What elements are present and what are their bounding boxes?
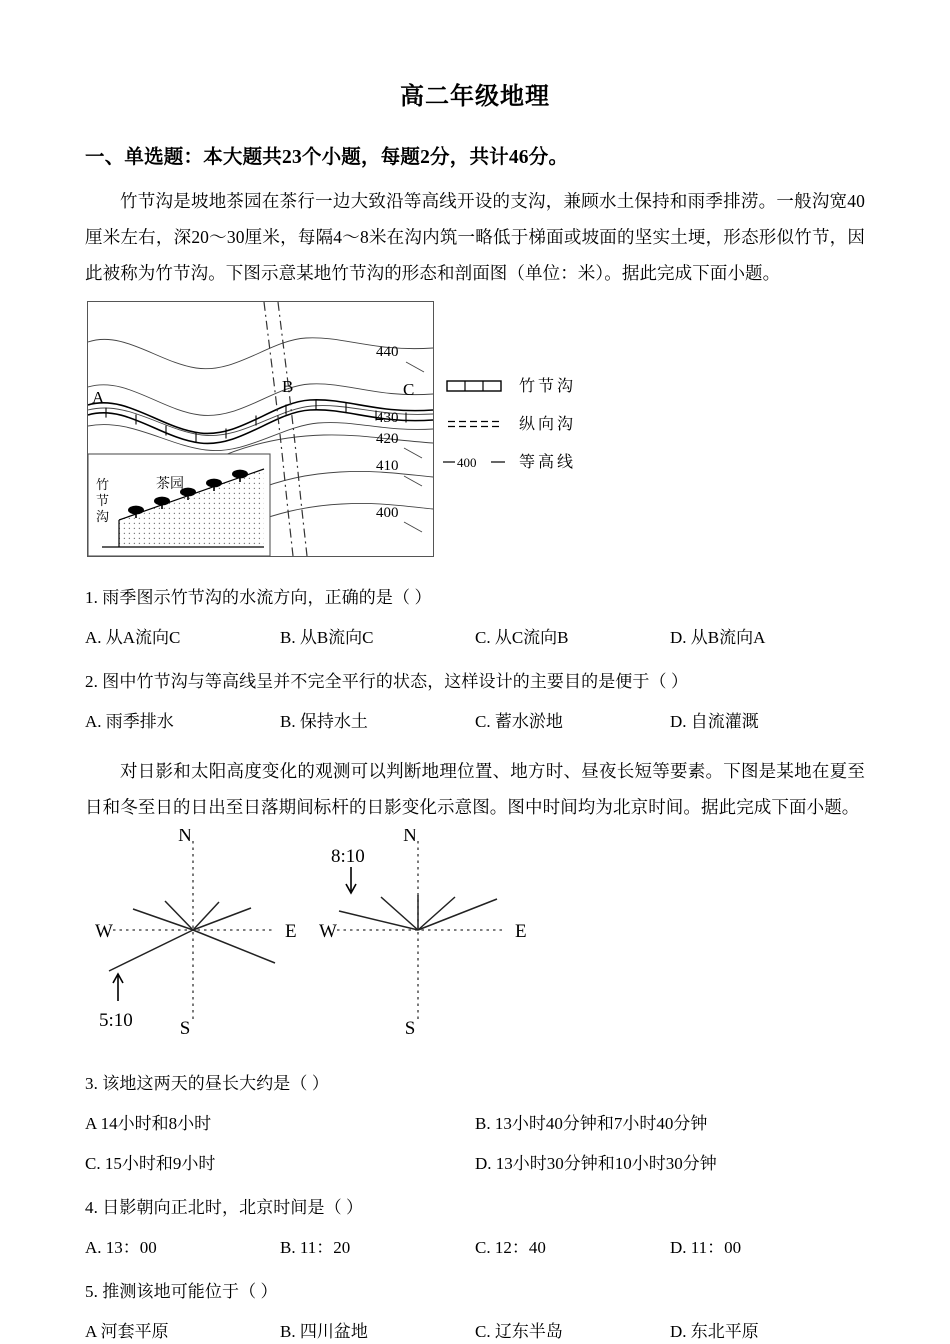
svg-text:沟: 沟 [96,509,110,524]
right-time-label: 8:10 [331,846,365,867]
question-2-options [85,699,865,739]
svg-text:W: W [319,921,337,942]
svg-text:A: A [92,388,105,407]
question-3-option-d[interactable]: D. 13小时30分钟和10小时30分钟 [475,1154,717,1173]
inset-label-ditch: 竹 [96,477,110,492]
question-5-option-c[interactable]: C. 辽东半岛 [475,1322,563,1341]
svg-text:N: N [403,829,417,846]
svg-text:B: B [282,377,294,396]
figure-shadow-diagrams [85,825,865,1057]
svg-text:420: 420 [376,431,399,447]
question-1-stem: 1. 雨季图示竹节沟的水流方向，正确的是（ ） [85,588,432,607]
question-5-option-d[interactable]: D. 东北平原 [670,1322,759,1341]
question-4-option-a[interactable]: A. 13：00 [85,1238,157,1257]
question-3-options-row-1 [85,1101,865,1141]
svg-text:430: 430 [376,410,399,426]
map-point-labels [92,377,414,407]
svg-text:E: E [515,921,527,942]
question-3-option-a[interactable]: A 14小时和8小时 [85,1114,212,1133]
passage-1-text: 竹节沟是坡地茶园在茶行一边大致沿等高线开设的支沟，兼顾水土保持和雨季排涝。一般沟宽40厘米左右，深20～30厘米，每隔4～8米在沟内筑一略低于梯面或坡面的坚实土埂，形态形似竹节，因此被称为竹节沟。下图示意某地竹节沟的形态和剖面图（单位：米）。据此完成下面小题。 [85,191,865,283]
bamboo-ditch-symbol-icon [443,379,505,393]
summer-solstice-shadow-diagram [95,829,297,1039]
right-time-pointer-arrow [346,867,356,893]
svg-text:S: S [179,1018,191,1039]
question-2-option-c[interactable]: C. 蓄水淤地 [475,712,563,731]
legend-label-bamboo-ditch: 竹节沟 [519,377,577,395]
question-2-stem: 2. 图中竹节沟与等高线呈并不完全平行的状态，这样设计的主要目的是便于（ ） [85,672,689,691]
question-4-stem: 4. 日影朝向正北时，北京时间是（ ） [85,1198,364,1217]
right-axes [337,841,505,1019]
shadow-diagrams-svg [85,829,645,1051]
svg-text:节: 节 [96,493,110,508]
figure-contour-map-frame [87,301,434,557]
question-3-options-row-2 [85,1141,865,1181]
question-3-option-c[interactable]: C. 15小时和9小时 [85,1154,216,1173]
longitudinal-ditch-symbol-icon [443,417,505,431]
question-1-option-b[interactable]: B. 从B流向C [280,628,374,647]
question-4-option-b[interactable]: B. 11：20 [280,1238,351,1257]
question-2-option-b[interactable]: B. 保持水土 [280,712,368,731]
left-cardinal-labels [95,829,297,1039]
legend-row-longitudinal-ditch [443,405,576,443]
left-time-label: 5:10 [99,1010,133,1031]
svg-text:400: 400 [457,455,477,470]
svg-text:W: W [95,921,113,942]
svg-text:C: C [403,380,415,399]
legend-row-contour-line [443,443,576,481]
left-shadow-rays [109,901,275,971]
contour-line-symbol-icon [443,454,505,470]
figure-contour-map [85,291,865,571]
right-shadow-rays [339,895,497,930]
question-5-option-b[interactable]: B. 四川盆地 [280,1322,368,1341]
section-heading: 一、单选题：本大题共23个小题，每题2分，共计46分。 [85,147,569,168]
legend-label-longitudinal-ditch: 纵向沟 [519,415,577,433]
svg-text:440: 440 [376,344,399,360]
svg-text:N: N [178,829,192,846]
figure-legend [443,367,576,481]
question-1-options [85,615,865,655]
question-2-option-a[interactable]: A. 雨季排水 [85,712,174,731]
inset-label-tea-garden: 茶园 [156,477,184,492]
svg-text:E: E [285,921,297,942]
svg-text:400: 400 [376,505,399,521]
winter-solstice-shadow-diagram [319,829,527,1039]
page-title: 高二年级地理 [400,84,550,110]
svg-text:410: 410 [376,458,399,474]
question-5-options [85,1309,865,1344]
svg-text:S: S [404,1018,416,1039]
question-1-option-a[interactable]: A. 从A流向C [85,628,181,647]
contour-map-svg [88,302,433,556]
passage-2-text: 对日影和太阳高度变化的观测可以判断地理位置、地方时、昼夜长短等要素。下图是某地在夏至日和冬至日的日出至日落期间标杆的日影变化示意图。图中时间均为北京时间。据此完成下面小题。 [85,761,865,817]
question-4-option-c[interactable]: C. 12：40 [475,1238,546,1257]
question-4-options [85,1225,865,1265]
legend-row-bamboo-ditch [443,367,576,405]
question-3-option-b[interactable]: B. 13小时40分钟和7小时40分钟 [475,1114,708,1133]
question-1-option-d[interactable]: D. 从B流向A [670,628,766,647]
question-2-option-d[interactable]: D. 自流灌溉 [670,712,759,731]
left-time-pointer-arrow [113,974,123,1001]
legend-label-contour-line: 等高线 [519,453,577,471]
cross-section-inset [88,454,270,556]
contour-value-labels [376,344,399,521]
question-3-stem: 3. 该地这两天的昼长大约是（ ） [85,1074,329,1093]
question-5-stem: 5. 推测该地可能位于（ ） [85,1282,278,1301]
question-5-option-a[interactable]: A 河套平原 [85,1322,169,1341]
question-4-option-d[interactable]: D. 11：00 [670,1238,742,1257]
question-1-option-c[interactable]: C. 从C流向B [475,628,569,647]
